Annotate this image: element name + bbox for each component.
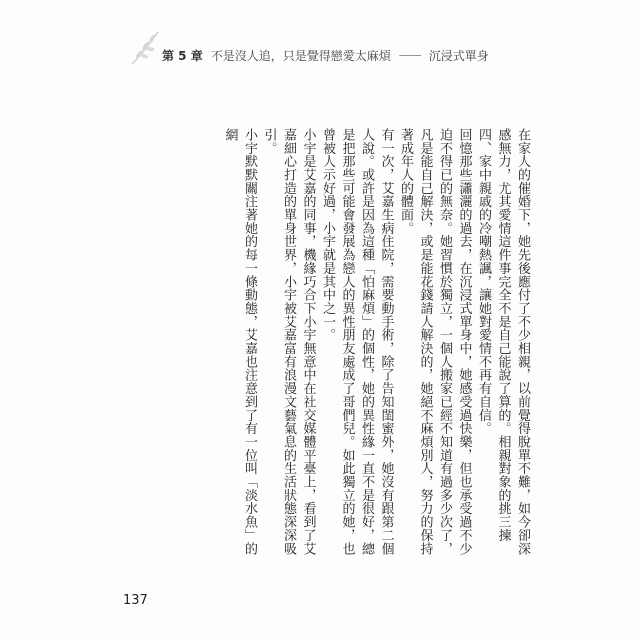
page-number: 137 <box>123 593 148 608</box>
chapter-subtitle: 沉浸式單身 <box>428 48 489 63</box>
chapter-number: 第 5 章 <box>162 48 203 63</box>
vertical-body-text <box>102 128 532 564</box>
paragraph-5: 小宇默默關注著她的每一條動態，艾嘉也注意到了有一位叫「淡水魚」的網 <box>222 128 257 556</box>
chapter-title: 不是沒人追，只是覺得戀愛太麻煩 <box>210 48 391 63</box>
paragraph-1: 在家人的催婚下，她先後應付了不少相親，以前覺得脫單不難，如今卻深感無力，尤其愛情這件事完全不是自己能說了算的。相親對象的挑三揀四、家中親戚的冷嘲熱諷，讓她對愛情不再有自信。 <box>476 128 530 556</box>
paragraph-2: 回憶那些瀟灑的過去，在沉浸式單身中，她感受過快樂，但也承受過不少迫不得已的無奈。她習慣於獨立，一個人搬家已經不知道有過多少次了，凡是能自己解決，或是能花錢請人解決的，她絕不麻煩別人，努力的保持著成年人的體面。 <box>398 128 472 556</box>
paragraph-4: 小宇是艾嘉的同事，機緣巧合下小宇無意中在社交媒體平臺上，看到了艾嘉細心打造的單身世界，小宇被艾嘉富有浪漫文藝氣息的生活狀態深深吸引。 <box>261 128 316 556</box>
header-dash: —— <box>398 48 421 62</box>
leaf-ornament-icon <box>128 28 162 68</box>
paragraph-3: 有一次，艾嘉生病住院，需要動手術，除了告知閨蜜外，她沒有跟第二個人說。或許是因為這種「怕麻煩」的個性，她的異性緣一直不是很好，總是把那些可能會發展為戀人的異性朋友處成了哥們兒。如此獨立的她，也曾被人示好過，小宇就是其中之一。 <box>320 128 394 556</box>
running-header <box>162 46 489 64</box>
